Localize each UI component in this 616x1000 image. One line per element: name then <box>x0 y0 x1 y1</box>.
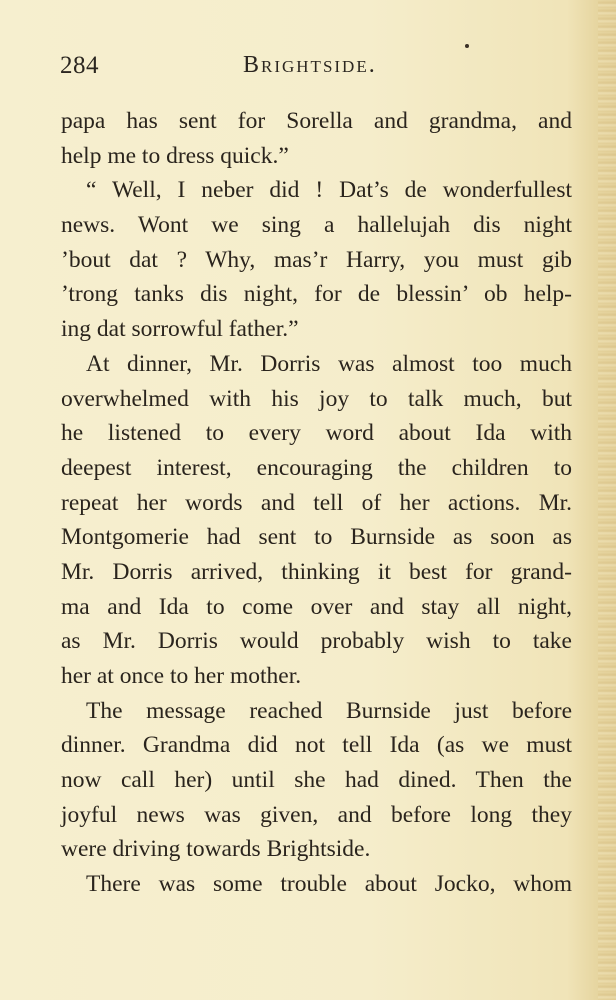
page-header <box>60 52 530 82</box>
text-line: “ Well, I neber did ! Dat’s de wonderfullest <box>86 177 572 204</box>
text-line: now call her) until she had dined. Then the <box>61 767 572 794</box>
text-line: At dinner, Mr. Dorris was almost too much <box>86 350 572 377</box>
text-line: were driving towards Brightside. <box>61 836 371 863</box>
page-number: 284 <box>60 52 99 79</box>
text-line: There was some trouble about Jocko, whom <box>86 871 572 898</box>
text-line: he listened to every word about Ida with <box>61 420 572 447</box>
text-line: joyful news was given, and before long they <box>61 801 572 828</box>
page-edge <box>598 0 616 1000</box>
text-line: overwhelmed with his joy to talk much, but <box>61 385 572 412</box>
text-line: news. Wont we sing a hallelujah dis night <box>61 212 572 239</box>
text-line: deepest interest, encouraging the children to <box>61 454 572 481</box>
text-line: her at once to her mother. <box>61 663 302 689</box>
text-line: dinner. Grandma did not tell Ida (as we must <box>61 732 572 759</box>
text-line: repeat her words and tell of her actions. Mr. <box>61 489 572 516</box>
body-text <box>61 104 572 902</box>
text-line: Montgomerie had sent to Burnside as soon as <box>61 524 572 551</box>
text-line: Mr. Dorris arrived, thinking it best for grand- <box>61 558 572 585</box>
text-line: help me to dress quick.” <box>61 142 289 169</box>
text-line: ing dat sorrowful father.” <box>61 316 299 343</box>
text-line: ma and Ida to come over and stay all night, <box>61 593 572 620</box>
ink-speck <box>465 44 469 48</box>
text-line: ’trong tanks dis night, for de blessin’ ob help- <box>61 281 572 308</box>
running-head: Brightside. <box>243 52 377 78</box>
text-line: ’bout dat ? Why, mas’r Harry, you must gib <box>61 246 572 273</box>
text-line: The message reached Burnside just before <box>86 697 572 724</box>
text-line: papa has sent for Sorella and grandma, and <box>61 108 572 134</box>
text-line: as Mr. Dorris would probably wish to take <box>61 628 572 655</box>
